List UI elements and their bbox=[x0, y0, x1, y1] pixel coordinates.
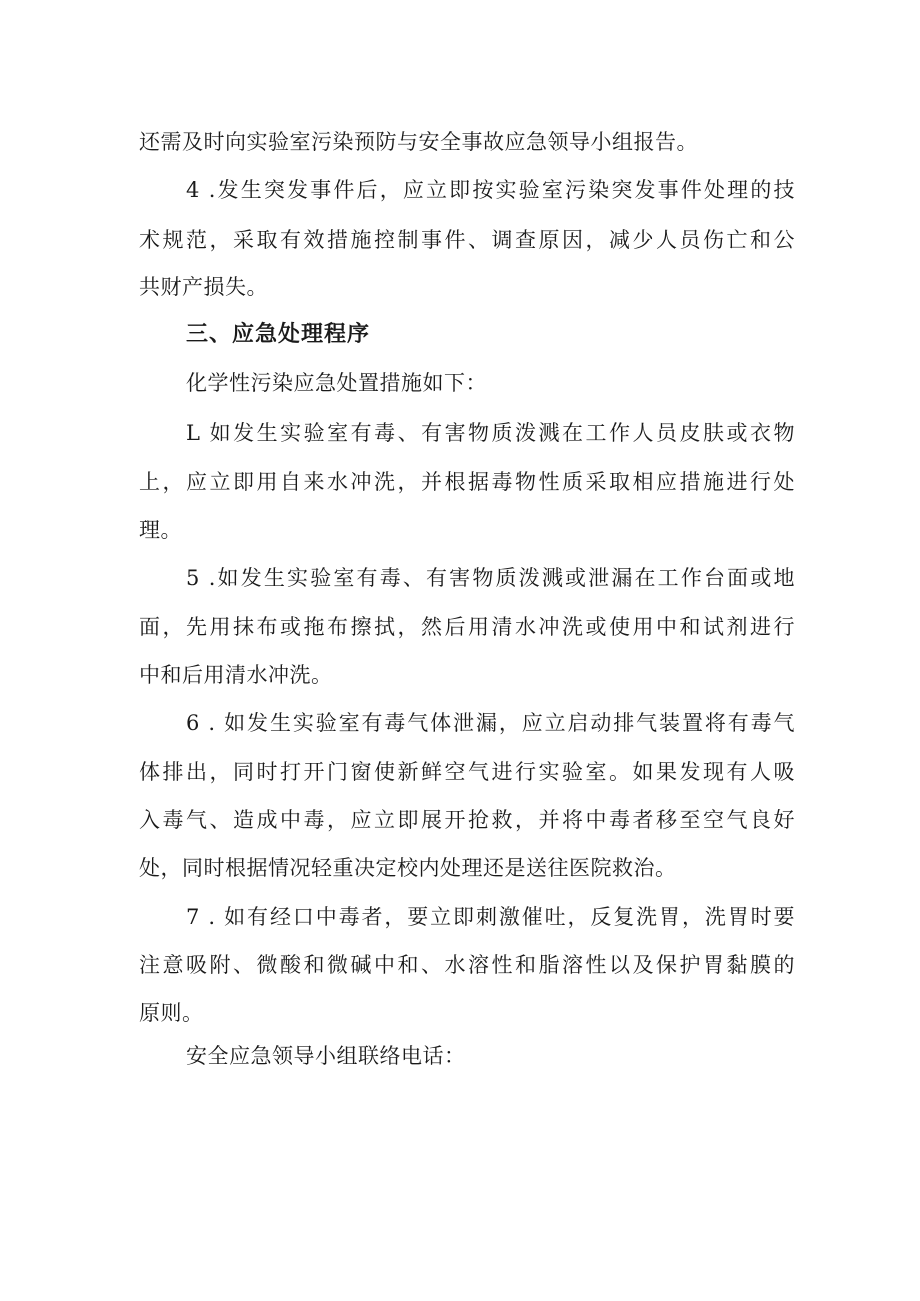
text-line: 理。 bbox=[139, 518, 182, 542]
text-line: 安全应急领导小组联络电话： bbox=[186, 1044, 466, 1068]
text-line: 共财产损失。 bbox=[139, 275, 268, 299]
text-line: 术规范，采取有效措施控制事件、调查原因，减少人员伤亡和公 bbox=[139, 228, 795, 252]
section-heading: 三、应急处理程序 bbox=[186, 322, 371, 347]
text-line: 处，同时根据情况轻重决定校内处理还是送往医院救治。 bbox=[139, 856, 677, 880]
text-line: 注意吸附、微酸和微碱中和、水溶性和脂溶性以及保护胃黏膜的 bbox=[139, 953, 795, 977]
text-line: 化学性污染应急处置措施如下： bbox=[186, 371, 487, 395]
text-line: 7 . 如有经口中毒者，要立即刺激催吐，反复洗胃，洗胃时要 bbox=[186, 905, 795, 929]
text-line: 原则。 bbox=[139, 1001, 204, 1025]
text-line: 5 .如发生实验室有毒、有害物质泼溅或泄漏在工作台面或地 bbox=[186, 566, 795, 590]
text-line: 面，先用抹布或拖布擦拭，然后用清水冲洗或使用中和试剂进行 bbox=[139, 615, 795, 639]
text-line: 体排出，同时打开门窗使新鲜空气进行实验室。如果发现有人吸 bbox=[139, 760, 795, 784]
text-line: 中和后用清水冲洗。 bbox=[139, 663, 333, 687]
text-line: 6 . 如发生实验室有毒气体泄漏，应立启动排气装置将有毒气 bbox=[186, 711, 795, 735]
text-line: 入毒气、造成中毒，应立即展开抢救，并将中毒者移至空气良好 bbox=[139, 808, 795, 832]
text-line: 上，应立即用自来水冲洗，并根据毒物性质采取相应措施进行处 bbox=[139, 470, 795, 494]
text-line: 还需及时向实验室污染预防与安全事故应急领导小组报告。 bbox=[139, 130, 698, 154]
text-line: L 如发生实验室有毒、有害物质泼溅在工作人员皮肤或衣物 bbox=[186, 421, 795, 445]
text-line: 4 .发生突发事件后，应立即按实验室污染突发事件处理的技 bbox=[186, 178, 795, 202]
